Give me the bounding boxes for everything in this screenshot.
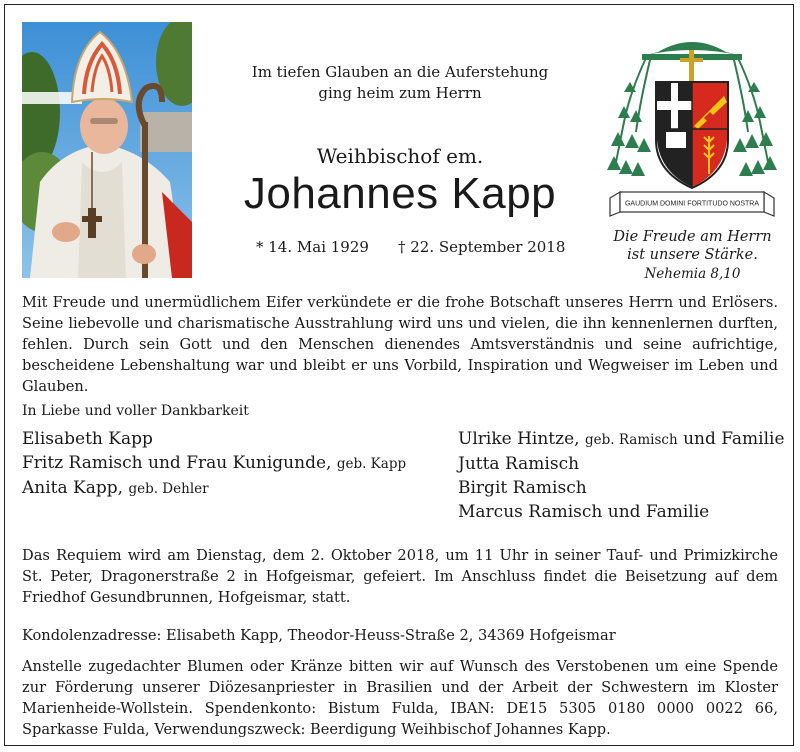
donation-paragraph: Anstelle zugedachter Blumen oder Kränze bitten wir auf Wunsch des Verstobenen um eine Spende zur Förderung unserer Diözesanpriester in Brasilien und der Arbeit der Schwestern im Kloster Marienheide-Wollstein. Spendenkonto: Bistum Fulda, IBAN: DE15 5305 0180 0000 0022 66, Sparkasse Fulda, Verwendungszweck: Beerdigung Weihbischof Johannes Kapp.: [22, 658, 778, 738]
mourner-entry: [22, 476, 406, 501]
mourner-name: Ulrike Hintze,: [458, 429, 580, 449]
mourner-name: Birgit Ramisch: [458, 478, 587, 498]
mourner-suffix: und Familie: [683, 429, 785, 449]
mourner-name: Anita Kapp,: [22, 478, 124, 498]
requiem-paragraph: Das Requiem wird am Dienstag, dem 2. Oktober 2018, um 11 Uhr in seiner Tauf- und Primizkirche St. Peter, Dragonerstraße 2 in Hofgeismar, gefeiert. Im Anschluss findet die Beisetzung auf dem Friedhof Gesundbrunnen, Hofgeismar, statt.: [22, 547, 778, 606]
mourner-note: geb. Kapp: [336, 456, 407, 472]
mourner-name: Elisabeth Kapp: [22, 429, 153, 449]
coat-of-arms: [606, 22, 778, 222]
mourners-right-column: [458, 427, 785, 524]
motto-banner-text: GAUDIUM DOMINI FORTITUDO NOSTRA: [624, 200, 760, 208]
mourner-note: geb. Ramisch: [584, 432, 678, 448]
mourner-entry: [458, 452, 785, 476]
bible-reference: Nehemia 8,10: [644, 266, 741, 282]
bible-quote: [600, 228, 785, 264]
mourner-entry: [458, 476, 785, 500]
mourner-note: geb. Dehler: [128, 481, 209, 497]
mourner-name: Jutta Ramisch: [458, 454, 580, 474]
birth-date: * 14. Mai 1929: [256, 238, 369, 256]
mourners-left-column: [22, 427, 406, 501]
tribute-paragraph: Mit Freude und unermüdlichem Eifer verkündete er die frohe Botschaft unseres Herrn und Erlösers. Seine liebevolle und charismatische Ausstrahlung wird uns und vielen, die ihn kennenlernen durften, fehlen. Durch sein Gott und den Menschen dienendes Amtsverständnis und seine aufrichtige, bescheidene Lebenshaltung war und bleibt er uns Vorbild, Inspiration und Wegweiser im Leben und Glauben.: [22, 294, 778, 395]
mourner-name: Fritz Ramisch und Frau Kunigunde,: [22, 453, 332, 473]
mourner-entry: [458, 500, 785, 524]
bishop-portrait-photo: [22, 22, 192, 278]
death-date: † 22. September 2018: [398, 238, 566, 256]
intro-line-2: ging heim zum Herrn: [318, 84, 482, 102]
intro-text: [230, 62, 570, 104]
deceased-title: Weihbischof em.: [316, 144, 484, 168]
mourner-entry: [458, 427, 785, 452]
condolence-address: Kondolenzadresse: Elisabeth Kapp, Theodor-Heuss-Straße 2, 34369 Hofgeismar: [22, 627, 616, 644]
thanks-line: In Liebe und voller Dankbarkeit: [22, 403, 249, 419]
deceased-name: Johannes Kapp: [243, 169, 557, 218]
bible-quote-line-2: ist unsere Stärke.: [627, 247, 758, 263]
mourner-entry: [22, 451, 406, 476]
intro-line-1: Im tiefen Glauben an die Auferstehung: [251, 63, 549, 81]
mourner-name: Marcus Ramisch und Familie: [458, 502, 710, 522]
mourner-entry: [22, 427, 406, 451]
bible-quote-line-1: Die Freude am Herrn: [613, 229, 772, 245]
